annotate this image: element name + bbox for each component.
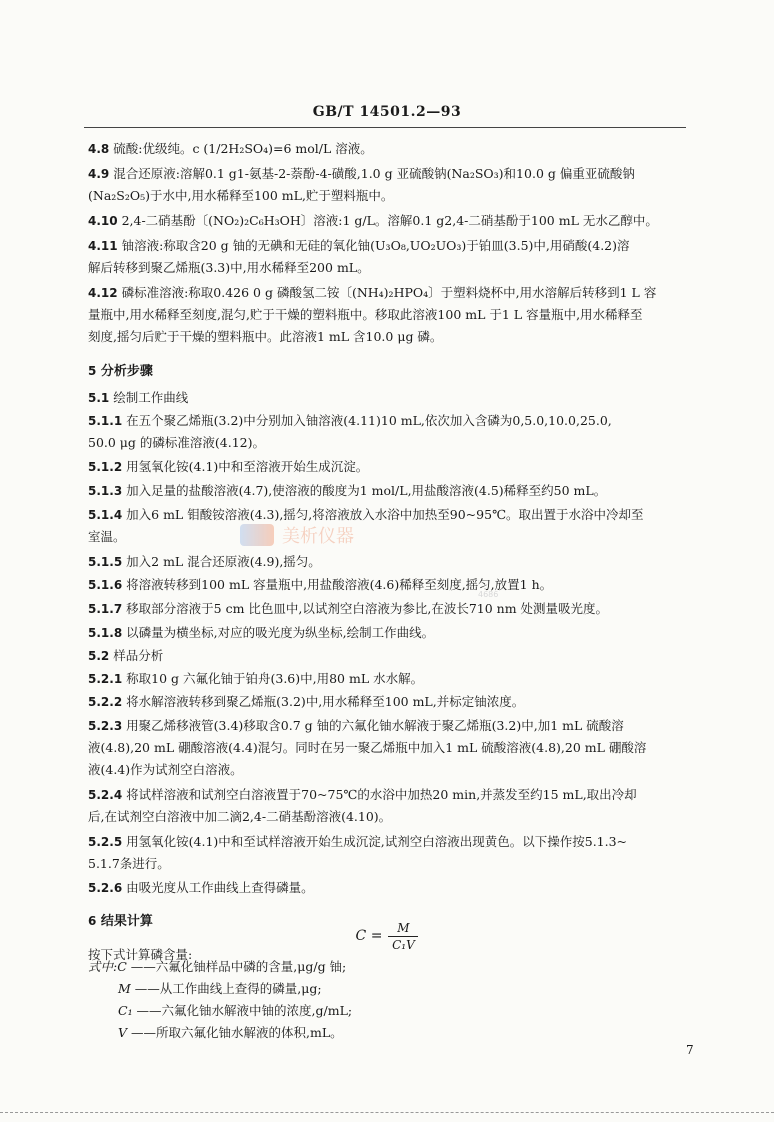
- formula-intro: 按下式计算磷含量:: [88, 947, 193, 962]
- formula: [0, 918, 774, 954]
- symbol-definition: 式中:C ——六氟化铀样品中磷的含量,μg/g 铀;: [88, 959, 347, 974]
- symbol-definition: V ——所取六氟化铀水解液的体积,mL。: [118, 1025, 343, 1040]
- formula-denominator: C₁V: [392, 937, 415, 952]
- subsection-heading: 5.1 绘制工作曲线: [88, 390, 189, 405]
- subsection-heading: 5.2 样品分析: [88, 648, 164, 663]
- clause-line: 5.1.7条进行。: [88, 856, 170, 871]
- watermark-sub: 4686: [478, 590, 499, 599]
- clause-line: 解后转移到聚乙烯瓶(3.3)中,用水稀释至200 mL。: [88, 260, 370, 275]
- clause-line: 4.9 混合还原液:溶解0.1 g1-氨基-2-萘酚-4-磺酸,1.0 g 亚硫酸钠(Na₂SO₃)和10.0 g 偏重亚硫酸钠: [88, 166, 635, 181]
- bottom-rule: [0, 1112, 774, 1113]
- symbol-definition: C₁ ——六氟化铀水解液中铀的浓度,g/mL;: [118, 1003, 353, 1018]
- formula-fraction: [388, 921, 418, 952]
- clause-line: 刻度,摇匀后贮于干燥的塑料瓶中。此溶液1 mL 含10.0 μg 磷。: [88, 329, 443, 344]
- clause-line: 4.10 2,4-二硝基酚〔(NO₂)₂C₆H₃OH〕溶液:1 g/L。溶解0.1 g2,4-二硝基酚于100 mL 无水乙醇中。: [88, 213, 658, 228]
- clause-line: 量瓶中,用水稀释至刻度,混匀,贮于干燥的塑料瓶中。移取此溶液100 mL 于1 L 容量瓶中,用水稀释至: [88, 307, 643, 322]
- clause-line: 室温。: [88, 529, 126, 544]
- clause-line: 5.1.8 以磷量为横坐标,对应的吸光度为纵坐标,绘制工作曲线。: [88, 625, 435, 640]
- clause-line: 4.12 磷标准溶液:称取0.426 0 g 磷酸氢二铵〔(NH₄)₂HPO₄〕于塑料烧杯中,用水溶解后转移到1 L 容: [88, 285, 657, 300]
- section-heading: 6 结果计算: [88, 914, 153, 929]
- clause-line: (Na₂S₂O₅)于水中,用水稀释至100 mL,贮于塑料瓶中。: [88, 188, 394, 203]
- watermark-text: 美析仪器: [282, 526, 354, 547]
- symbol-definition: M ——从工作曲线上查得的磷量,μg;: [118, 981, 322, 996]
- clause-line: 5.2.3 用聚乙烯移液管(3.4)移取含0.7 g 铀的六氟化铀水解液于聚乙烯瓶(3.2)中,加1 mL 硫酸溶: [88, 718, 624, 733]
- clause-line: 5.1.2 用氢氧化铵(4.1)中和至溶液开始生成沉淀。: [88, 459, 369, 474]
- page-number: 7: [686, 1043, 694, 1057]
- fraction-bar: [388, 936, 418, 937]
- clause-line: 50.0 μg 的磷标准溶液(4.12)。: [88, 435, 265, 450]
- clause-line: 5.1.1 在五个聚乙烯瓶(3.2)中分别加入铀溶液(4.11)10 mL,依次加入含磷为0,5.0,10.0,25.0,: [88, 413, 612, 428]
- clause-line: 5.2.5 用氢氧化铵(4.1)中和至试样溶液开始生成沉淀,试剂空白溶液出现黄色。以下操作按5.1.3~: [88, 834, 628, 849]
- clause-line: 4.11 铀溶液:称取含20 g 铀的无碘和无硅的氧化铀(U₃O₈,UO₂UO₃)于铂皿(3.5)中,用硝酸(4.2)溶: [88, 238, 630, 253]
- section-heading: 5 分析步骤: [88, 364, 153, 379]
- clause-line: 5.1.4 加入6 mL 钼酸铵溶液(4.3),摇匀,将溶液放入水浴中加热至90~95℃。取出置于水浴中冷却至: [88, 507, 644, 522]
- clause-line: 5.1.6 将溶液转移到100 mL 容量瓶中,用盐酸溶液(4.6)稀释至刻度,摇匀,放置1 h。: [88, 577, 553, 592]
- clause-line: 液(4.4)作为试剂空白溶液。: [88, 762, 243, 777]
- clause-line: 5.2.1 称取10 g 六氟化铀于铂舟(3.6)中,用80 mL 水水解。: [88, 671, 424, 686]
- clause-line: 5.1.3 加入足量的盐酸溶液(4.7),使溶液的酸度为1 mol/L,用盐酸溶液(4.5)稀释至约50 mL。: [88, 483, 607, 498]
- header-rule: [84, 127, 686, 128]
- clause-line: 5.2.4 将试样溶液和试剂空白溶液置于70~75℃的水浴中加热20 min,并蒸发至约15 mL,取出冷却: [88, 787, 637, 802]
- formula-numerator: M: [397, 920, 410, 935]
- clause-line: 后,在试剂空白溶液中加二滴2,4-二硝基酚溶液(4.10)。: [88, 809, 392, 824]
- clause-line: 5.2.6 由吸光度从工作曲线上查得磷量。: [88, 880, 314, 895]
- document-header: GB/T 14501.2—93: [312, 104, 462, 120]
- formula-lhs: C =: [355, 928, 383, 944]
- clause-line: 液(4.8),20 mL 硼酸溶液(4.4)混匀。同时在另一聚乙烯瓶中加入1 mL 硫酸溶液(4.8),20 mL 硼酸溶: [88, 740, 647, 755]
- clause-line: 4.8 硫酸:优级纯。c (1/2H₂SO₄)=6 mol/L 溶液。: [88, 141, 373, 156]
- clause-line: 5.1.5 加入2 mL 混合还原液(4.9),摇匀。: [88, 554, 321, 569]
- clause-line: 5.1.7 移取部分溶液于5 cm 比色皿中,以试剂空白溶液为参比,在波长710 nm 处测量吸光度。: [88, 601, 609, 616]
- clause-line: 5.2.2 将水解溶液转移到聚乙烯瓶(3.2)中,用水稀释至100 mL,并标定铀浓度。: [88, 694, 525, 709]
